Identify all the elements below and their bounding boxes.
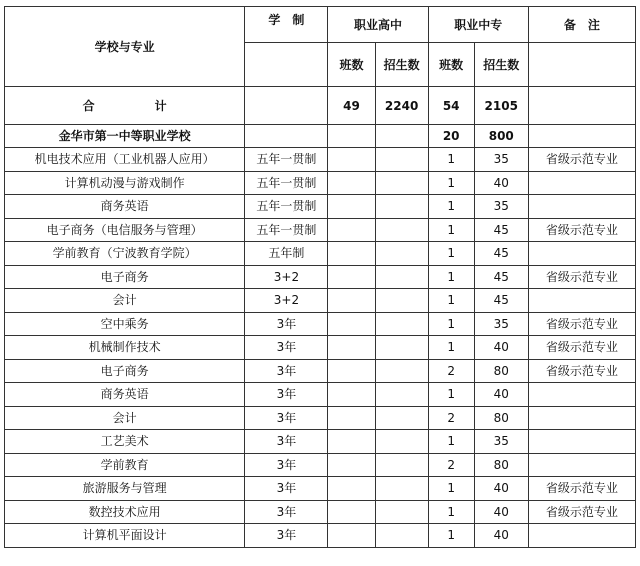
row-vh-classes (328, 336, 375, 360)
row-sv-enrollment: 80 (474, 359, 528, 383)
row-major: 电子商务 (5, 265, 245, 289)
header-sv-classes: 班数 (428, 43, 474, 87)
row-major: 商务英语 (5, 195, 245, 219)
row-duration: 五年一贯制 (245, 171, 328, 195)
row-major: 数控技术应用 (5, 500, 245, 524)
row-vh-enrollment (375, 524, 428, 548)
header-vocational-high: 职业高中 (328, 7, 428, 43)
row-vh-enrollment (375, 477, 428, 501)
table-row (5, 312, 636, 336)
row-remark (528, 453, 635, 477)
row-duration: 3年 (245, 312, 328, 336)
row-duration: 3年 (245, 406, 328, 430)
table-row (5, 430, 636, 454)
row-vh-enrollment (375, 195, 428, 219)
table-row (5, 406, 636, 430)
row-major: 工艺美术 (5, 430, 245, 454)
table-row (5, 383, 636, 407)
row-vh-classes (328, 359, 375, 383)
total-vh-classes: 49 (328, 87, 375, 125)
row-vh-enrollment (375, 218, 428, 242)
row-vh-enrollment (375, 148, 428, 172)
row-major: 计算机动漫与游戏制作 (5, 171, 245, 195)
row-sv-classes: 1 (428, 265, 474, 289)
row-vh-classes (328, 524, 375, 548)
row-sv-enrollment: 35 (474, 312, 528, 336)
row-remark: 省级示范专业 (528, 336, 635, 360)
table-row (5, 265, 636, 289)
row-duration: 3+2 (245, 265, 328, 289)
row-major: 机电技术应用（工业机器人应用） (5, 148, 245, 172)
row-sv-enrollment: 40 (474, 171, 528, 195)
row-sv-enrollment: 35 (474, 148, 528, 172)
table-row (5, 171, 636, 195)
row-sv-classes: 2 (428, 453, 474, 477)
row-vh-enrollment (375, 500, 428, 524)
row-sv-classes: 1 (428, 312, 474, 336)
row-vh-enrollment (375, 336, 428, 360)
table-row (5, 218, 636, 242)
row-vh-classes (328, 477, 375, 501)
row-sv-enrollment: 45 (474, 289, 528, 313)
row-vh-enrollment (375, 265, 428, 289)
table-row (5, 195, 636, 219)
row-sv-enrollment: 35 (474, 430, 528, 454)
row-sv-classes: 1 (428, 242, 474, 266)
row-sv-classes: 1 (428, 218, 474, 242)
row-duration: 3年 (245, 359, 328, 383)
header-vh-enrollment: 招生数 (375, 43, 428, 87)
header-school-major: 学校与专业 (5, 7, 245, 87)
row-duration: 3年 (245, 430, 328, 454)
row-sv-enrollment: 40 (474, 336, 528, 360)
table-row (5, 453, 636, 477)
row-vh-classes (328, 383, 375, 407)
row-vh-enrollment (375, 406, 428, 430)
row-sv-enrollment: 35 (474, 195, 528, 219)
row-sv-enrollment: 45 (474, 218, 528, 242)
row-remark (528, 383, 635, 407)
row-sv-enrollment: 45 (474, 242, 528, 266)
row-duration: 五年一贯制 (245, 148, 328, 172)
row-remark (528, 289, 635, 313)
row-vh-enrollment (375, 430, 428, 454)
row-remark (528, 242, 635, 266)
row-vh-enrollment (375, 242, 428, 266)
row-sv-enrollment: 40 (474, 477, 528, 501)
row-vh-enrollment (375, 359, 428, 383)
total-duration-blank (245, 87, 328, 125)
row-vh-classes (328, 242, 375, 266)
row-remark: 省级示范专业 (528, 500, 635, 524)
header-vh-classes: 班数 (328, 43, 375, 87)
row-major: 会计 (5, 406, 245, 430)
school-duration-blank (245, 125, 328, 148)
row-sv-classes: 1 (428, 148, 474, 172)
table-row (5, 500, 636, 524)
table-row (5, 359, 636, 383)
row-major: 计算机平面设计 (5, 524, 245, 548)
row-duration: 五年制 (245, 242, 328, 266)
row-sv-classes: 1 (428, 289, 474, 313)
row-remark (528, 524, 635, 548)
row-major: 电子商务 (5, 359, 245, 383)
header-secondary-vocational: 职业中专 (428, 7, 528, 43)
school-name: 金华市第一中等职业学校 (5, 125, 245, 148)
row-remark (528, 195, 635, 219)
row-vh-enrollment (375, 453, 428, 477)
row-sv-classes: 1 (428, 383, 474, 407)
row-sv-classes: 1 (428, 524, 474, 548)
row-duration: 五年一贯制 (245, 195, 328, 219)
row-vh-classes (328, 453, 375, 477)
row-vh-classes (328, 265, 375, 289)
row-sv-enrollment: 40 (474, 500, 528, 524)
row-duration: 3年 (245, 477, 328, 501)
row-sv-enrollment: 80 (474, 406, 528, 430)
row-sv-classes: 1 (428, 477, 474, 501)
row-remark (528, 406, 635, 430)
total-remark-blank (528, 87, 635, 125)
school-vh-enrollment-blank (375, 125, 428, 148)
row-vh-classes (328, 171, 375, 195)
row-sv-classes: 1 (428, 195, 474, 219)
row-sv-classes: 1 (428, 171, 474, 195)
row-vh-classes (328, 289, 375, 313)
row-remark (528, 171, 635, 195)
table-row (5, 289, 636, 313)
row-vh-classes (328, 195, 375, 219)
row-sv-classes: 1 (428, 430, 474, 454)
row-vh-classes (328, 500, 375, 524)
school-sv-classes: 20 (428, 125, 474, 148)
row-duration: 五年一贯制 (245, 218, 328, 242)
row-remark: 省级示范专业 (528, 148, 635, 172)
row-sv-classes: 2 (428, 406, 474, 430)
row-vh-classes (328, 312, 375, 336)
row-major: 空中乘务 (5, 312, 245, 336)
header-remarks: 备 注 (528, 7, 635, 43)
row-remark: 省级示范专业 (528, 218, 635, 242)
row-vh-classes (328, 218, 375, 242)
row-duration: 3年 (245, 500, 328, 524)
total-label: 合 计 (5, 87, 245, 125)
row-duration: 3年 (245, 383, 328, 407)
header-duration-blank (245, 43, 328, 87)
row-vh-classes (328, 406, 375, 430)
row-sv-classes: 2 (428, 359, 474, 383)
school-vh-classes-blank (328, 125, 375, 148)
table-row (5, 148, 636, 172)
table-row (5, 242, 636, 266)
row-vh-enrollment (375, 171, 428, 195)
row-major: 商务英语 (5, 383, 245, 407)
row-sv-enrollment: 45 (474, 265, 528, 289)
row-major: 电子商务（电信服务与管理） (5, 218, 245, 242)
header-duration: 学 制 (245, 7, 328, 43)
total-sv-enrollment: 2105 (474, 87, 528, 125)
school-remark-blank (528, 125, 635, 148)
row-duration: 3年 (245, 336, 328, 360)
table-row (5, 524, 636, 548)
row-major: 旅游服务与管理 (5, 477, 245, 501)
row-sv-classes: 1 (428, 336, 474, 360)
row-sv-enrollment: 80 (474, 453, 528, 477)
row-vh-classes (328, 430, 375, 454)
total-sv-classes: 54 (428, 87, 474, 125)
header-remarks-blank (528, 43, 635, 87)
table-row (5, 477, 636, 501)
row-vh-enrollment (375, 383, 428, 407)
row-remark (528, 430, 635, 454)
row-major: 学前教育 (5, 453, 245, 477)
row-sv-classes: 1 (428, 500, 474, 524)
school-sv-enrollment: 800 (474, 125, 528, 148)
row-vh-enrollment (375, 289, 428, 313)
header-sv-enrollment: 招生数 (474, 43, 528, 87)
row-major: 学前教育（宁波教育学院） (5, 242, 245, 266)
row-remark: 省级示范专业 (528, 265, 635, 289)
table-row (5, 336, 636, 360)
row-vh-enrollment (375, 312, 428, 336)
row-duration: 3年 (245, 524, 328, 548)
row-duration: 3年 (245, 453, 328, 477)
row-major: 会计 (5, 289, 245, 313)
row-major: 机械制作技术 (5, 336, 245, 360)
row-duration: 3+2 (245, 289, 328, 313)
row-vh-classes (328, 148, 375, 172)
row-sv-enrollment: 40 (474, 524, 528, 548)
row-sv-enrollment: 40 (474, 383, 528, 407)
total-vh-enrollment: 2240 (375, 87, 428, 125)
row-remark: 省级示范专业 (528, 312, 635, 336)
row-remark: 省级示范专业 (528, 359, 635, 383)
row-remark: 省级示范专业 (528, 477, 635, 501)
enrollment-table (4, 6, 636, 548)
